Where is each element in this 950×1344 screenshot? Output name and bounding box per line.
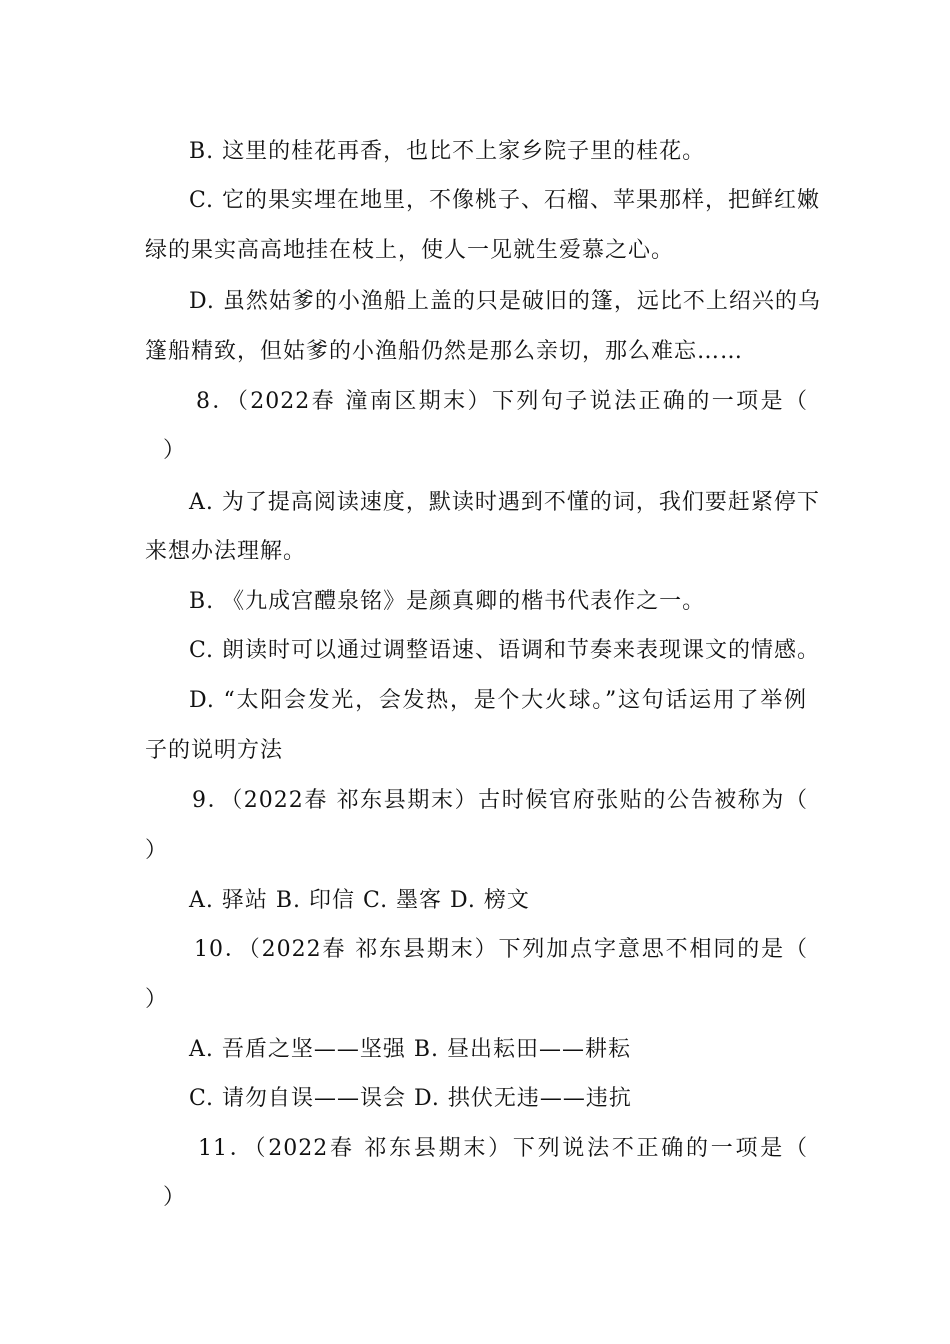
question-10-options-cd: C. 请勿自误——误会 D. 拱伏无违——违抗 — [189, 1086, 632, 1111]
question-8-stem: 8．（2022春 潼南区期末）下列句子说法正确的一项是（ — [196, 389, 808, 414]
option-b-q8: B. 《九成宫醴泉铭》是颜真卿的楷书代表作之一。 — [189, 589, 706, 614]
question-9-options: A. 驿站 B. 印信 C. 墨客 D. 榜文 — [189, 888, 530, 913]
option-d-q7-line2: 篷船精致，但姑爹的小渔船仍然是那么亲切，那么难忘…… — [145, 339, 744, 364]
question-9-paren: ） — [145, 838, 169, 863]
option-a-q8-line2: 来想办法理解。 — [145, 539, 307, 564]
question-11-paren: ） — [163, 1185, 187, 1210]
option-d-q8-line1: D. “太阳会发光，会发热，是个大火球。”这句话运用了举例 — [189, 688, 807, 713]
question-9-stem: 9．（2022春 祁东县期末）古时候官府张贴的公告被称为（ — [192, 788, 808, 813]
option-c-q7-line2: 绿的果实高高地挂在枝上，使人一见就生爱慕之心。 — [145, 238, 675, 263]
option-d-q7-line1: D. 虽然姑爹的小渔船上盖的只是破旧的篷，远比不上绍兴的乌 — [189, 289, 821, 314]
option-c-q8: C. 朗读时可以通过调整语速、语调和节奏来表现课文的情感。 — [189, 638, 821, 663]
option-d-q8-line2: 子的说明方法 — [145, 738, 284, 763]
option-b-q7: B. 这里的桂花再香，也比不上家乡院子里的桂花。 — [189, 139, 706, 164]
question-10-stem: 10．（2022春 祁东县期末）下列加点字意思不相同的是（ — [194, 937, 808, 962]
question-11-stem: 11．（2022春 祁东县期末）下列说法不正确的一项是（ — [198, 1136, 808, 1161]
option-c-q7-line1: C. 它的果实埋在地里，不像桃子、石榴、苹果那样，把鲜红嫩 — [189, 188, 821, 213]
question-8-paren: ） — [163, 438, 187, 463]
question-10-paren: ） — [145, 987, 169, 1012]
question-10-options-ab: A. 吾盾之坚——坚强 B. 昼出耘田——耕耘 — [189, 1037, 632, 1062]
option-a-q8-line1: A. 为了提高阅读速度，默读时遇到不懂的词，我们要赶紧停下 — [189, 490, 820, 515]
